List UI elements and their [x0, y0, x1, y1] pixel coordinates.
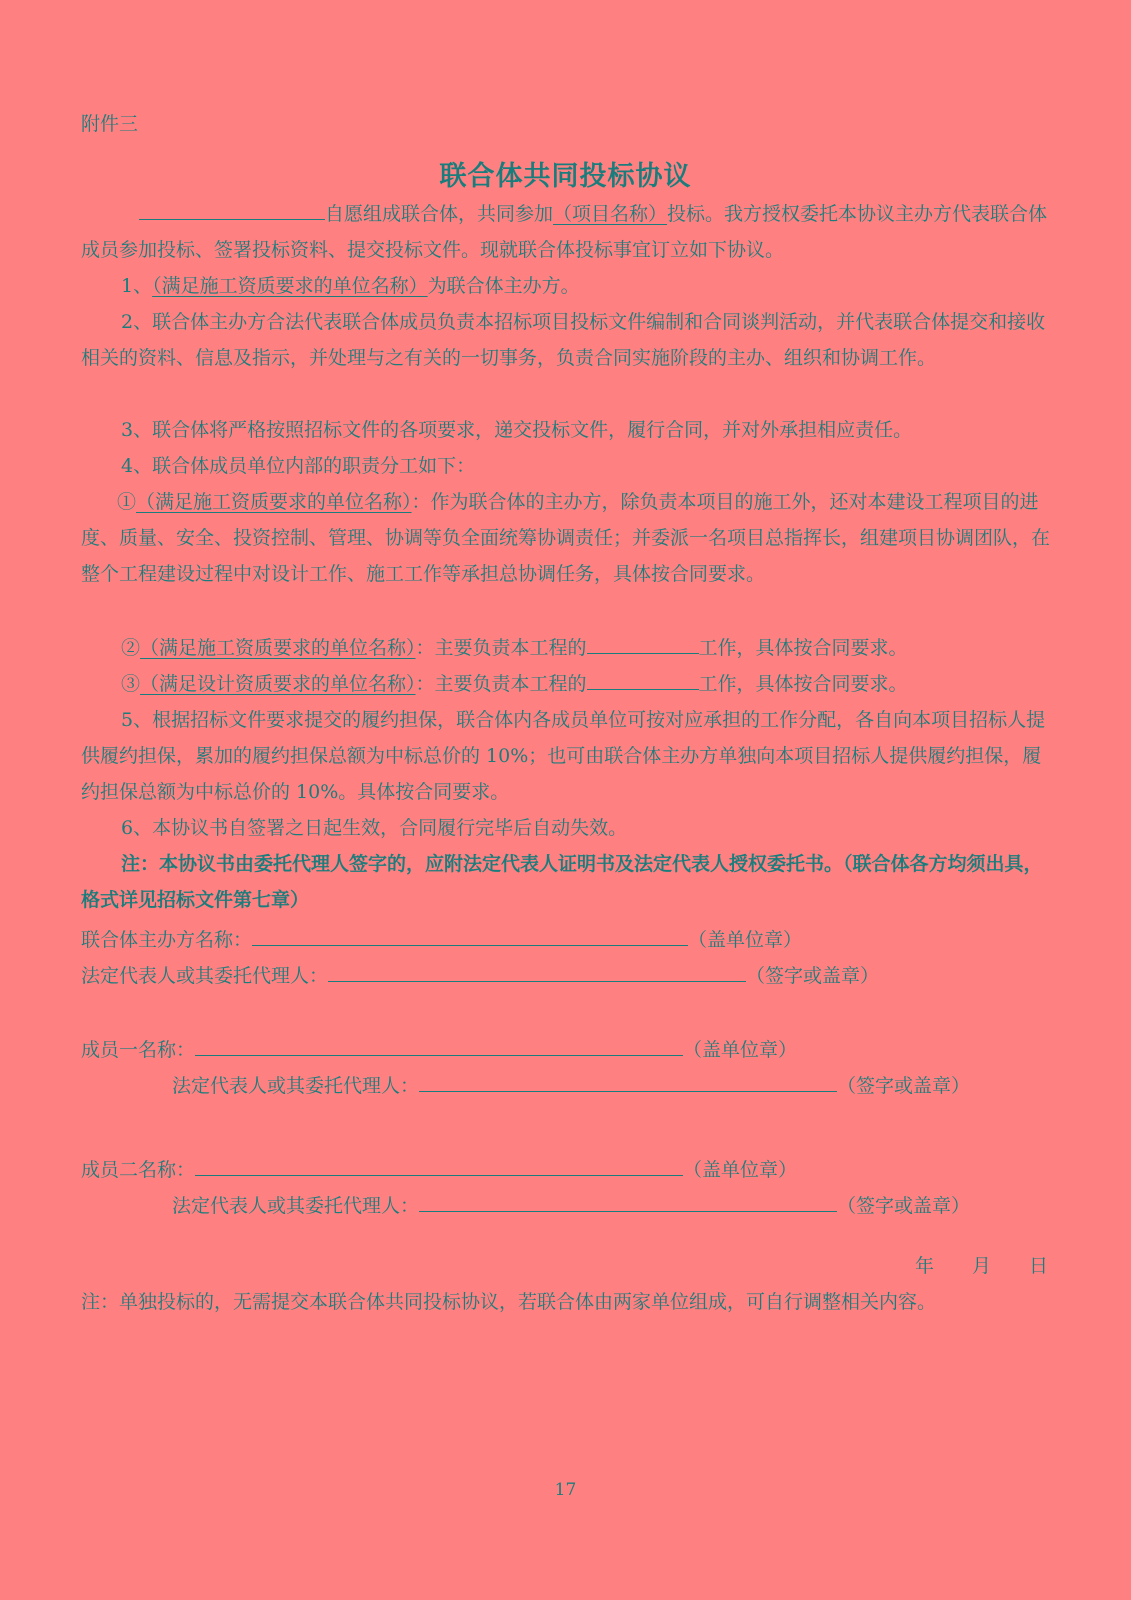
duty-3-work-blank: [587, 667, 699, 690]
duty-2: [81, 630, 1051, 666]
member-2-rep-sign-note: （签字或盖章）: [837, 1195, 971, 1217]
duty-2-text-2: 工作，具体按合同要求。: [698, 637, 908, 659]
project-name-placeholder: （项目名称）: [553, 203, 668, 225]
date-day: 日: [1029, 1255, 1049, 1277]
member-1-seal-note: （盖单位章）: [683, 1039, 798, 1061]
clause-5: 5、根据招标文件要求提交的履约担保，联合体内各成员单位可按对应承担的工作分配，各自向本项目招标人提供履约担保，累加的履约担保总额为中标总价的 10%；也可由联合体主办方单独向本项目招标人提供履约担保，履约担保总额为中标总价的 10%。具体按合同要求。: [81, 709, 1046, 803]
clause-1-prefix: 1、: [121, 275, 153, 297]
clause-1: [81, 268, 1051, 304]
lead-rep-signature-field[interactable]: [328, 959, 746, 982]
lead-rep-label: 法定代表人或其委托代理人：: [81, 965, 329, 987]
lead-rep-sign-note: （签字或盖章）: [746, 965, 880, 987]
clause-1-unit-name: （满足施工资质要求的单位名称）: [152, 275, 428, 297]
clause-3: 3、联合体将严格按照招标文件的各项要求，递交投标文件，履行合同，并对外承担相应责任。: [121, 419, 913, 441]
page-number: 17: [554, 1480, 577, 1500]
member-2-rep-line: [172, 1188, 970, 1224]
member-1-line: [81, 1032, 797, 1068]
member-1-label: 成员一名称：: [81, 1039, 196, 1061]
duty-1-unit-name: （满足施工资质要求的单位名称）: [136, 491, 412, 513]
duty-2-unit-name: （满足施工资质要求的单位名称）: [140, 637, 416, 659]
duty-2-text-1: ：主要负责本工程的: [415, 637, 587, 659]
duty-3: [81, 666, 1051, 702]
duty-3-unit-name: （满足设计资质要求的单位名称）: [140, 673, 416, 695]
date-year: 年: [915, 1255, 935, 1277]
member-1-rep-line: [172, 1068, 970, 1104]
clause-4: 4、联合体成员单位内部的职责分工如下：: [121, 455, 476, 477]
lead-party-name-field[interactable]: [252, 923, 688, 946]
lead-party-seal-note: （盖单位章）: [688, 929, 803, 951]
lead-party-label: 联合体主办方名称：: [81, 929, 253, 951]
member-2-rep-signature-field[interactable]: [419, 1189, 837, 1212]
clause-2: 2、联合体主办方合法代表联合体成员负责本招标项目投标文件编制和合同谈判活动，并代表联合体提交和接收相关的资料、信息及指示，并处理与之有关的一切事务，负责合同实施阶段的主办、组织和协调工作。: [81, 311, 1046, 369]
consortium-name-blank: [139, 197, 325, 220]
attachment-label: 附件三: [81, 113, 139, 135]
intro-text-2: 投标。我方授权委托本协议主办方代表联合体成员参加投标、签署投标资料、提交投标文件。现就联合体投标事宜订立如下协议。: [81, 203, 1048, 261]
member-1-name-field[interactable]: [195, 1033, 683, 1056]
clause-1-suffix: 为联合体主办方。: [427, 275, 580, 297]
delegation-note: 注：本协议书由委托代理人签字的，应附法定代表人证明书及法定代表人授权委托书。（联合体各方均须出具，格式详见招标文件第七章）: [81, 853, 1043, 911]
member-2-seal-note: （盖单位章）: [683, 1159, 798, 1181]
date-month: 月: [972, 1255, 992, 1277]
member-2-line: [81, 1152, 797, 1188]
duty-3-text-2: 工作，具体按合同要求。: [698, 673, 908, 695]
intro-paragraph: [81, 196, 1051, 268]
intro-text-1: 自愿组成联合体，共同参加: [325, 203, 554, 225]
duty-3-marker: ③: [121, 673, 141, 695]
footer-note: 注：单独投标的，无需提交本联合体共同投标协议，若联合体由两家单位组成，可自行调整相关内容。: [81, 1291, 937, 1313]
duty-1: [81, 484, 1051, 592]
lead-rep-line: [81, 958, 879, 994]
duty-2-work-blank: [587, 631, 699, 654]
lead-party-line: [81, 922, 802, 958]
date-line: [915, 1248, 1048, 1284]
member-2-rep-label: 法定代表人或其委托代理人：: [172, 1195, 420, 1217]
clause-6: 6、本协议书自签署之日起生效，合同履行完毕后自动失效。: [121, 817, 628, 839]
member-1-rep-sign-note: （签字或盖章）: [837, 1075, 971, 1097]
member-1-rep-label: 法定代表人或其委托代理人：: [172, 1075, 420, 1097]
member-1-rep-signature-field[interactable]: [419, 1069, 837, 1092]
duty-1-text: ：作为联合体的主办方，除负责本项目的施工外，还对本建设工程项目的进度、质量、安全、投资控制、管理、协调等负全面统筹协调责任；并委派一名项目总指挥长，组建项目协调团队，在整个工程建设过程中对设计工作、施工工作等承担总协调任务，具体按合同要求。: [81, 491, 1051, 585]
page-title: 联合体共同投标协议: [439, 161, 692, 192]
duty-3-text-1: ：主要负责本工程的: [415, 673, 587, 695]
member-2-label: 成员二名称：: [81, 1159, 196, 1181]
duty-2-marker: ②: [121, 637, 141, 659]
member-2-name-field[interactable]: [195, 1153, 683, 1176]
duty-1-marker: ①: [117, 491, 137, 513]
